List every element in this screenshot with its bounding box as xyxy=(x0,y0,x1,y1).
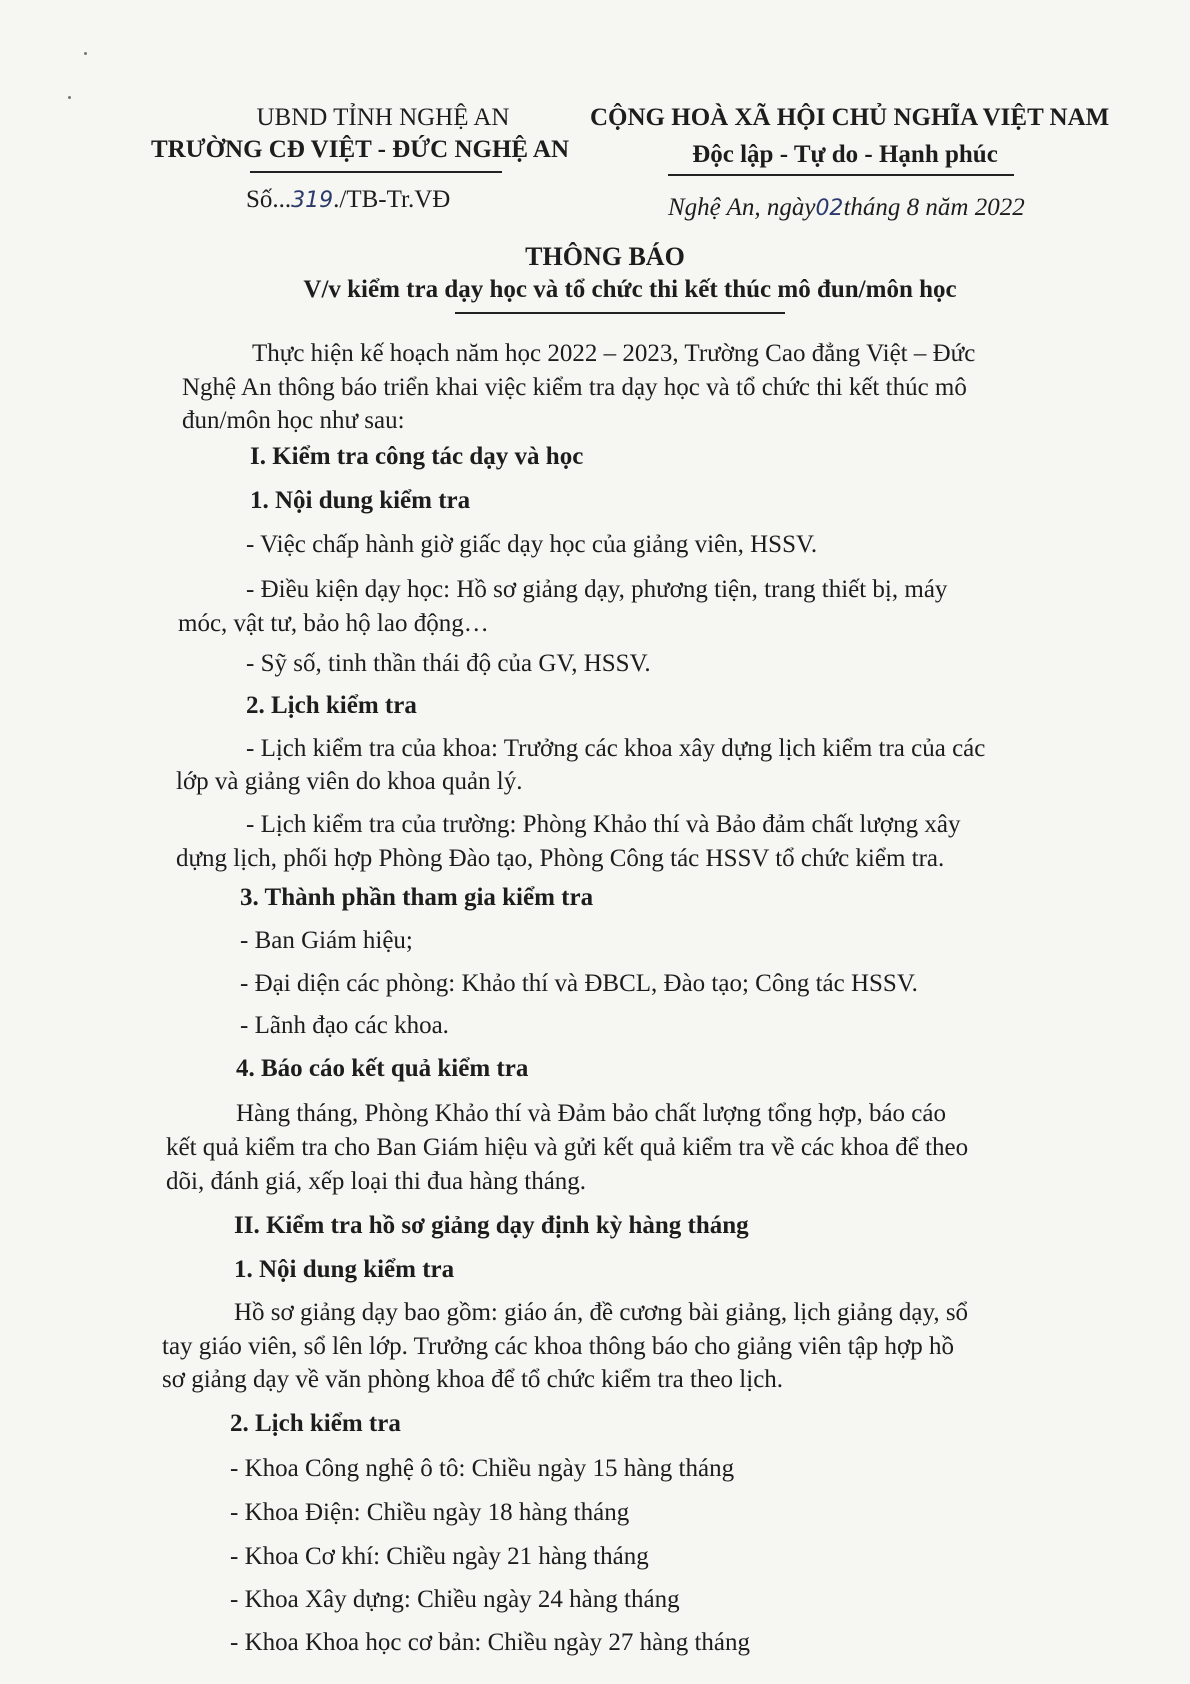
date-day-handwritten: 02 xyxy=(815,196,844,221)
section-1-sub3-item-3: - Lãnh đạo các khoa. xyxy=(240,1012,449,1039)
section-1-sub1-item-2-line-1: - Điều kiện dạy học: Hồ sơ giảng dạy, phương tiện, trang thiết bị, máy xyxy=(246,576,948,603)
document-subtitle: V/v kiểm tra dạy học và tổ chức thi kết thúc mô đun/môn học xyxy=(303,276,957,303)
section-1-sub2-heading: 2. Lịch kiểm tra xyxy=(246,692,417,719)
section-1-sub3-heading: 3. Thành phần tham gia kiểm tra xyxy=(240,884,594,911)
section-2-heading: II. Kiểm tra hồ sơ giảng dạy định kỳ hàng tháng xyxy=(234,1212,749,1239)
section-1-sub1-item-3: - Sỹ số, tinh thần thái độ của GV, HSSV. xyxy=(246,650,651,677)
subtitle-underline xyxy=(455,312,785,314)
header-school: TRƯỜNG CĐ VIỆT - ĐỨC NGHỆ AN xyxy=(150,136,570,163)
intro-line-3: đun/môn học như sau: xyxy=(182,407,405,434)
doc-number-suffix: ./TB-Tr.VĐ xyxy=(333,186,451,213)
section-1-sub3-item-2: - Đại diện các phòng: Khảo thí và ĐBCL, Đào tạo; Công tác HSSV. xyxy=(240,970,918,997)
section-2-sub1-line-2: tay giáo viên, sổ lên lớp. Trưởng các khoa thông báo cho giảng viên tập hợp hồ xyxy=(162,1333,954,1360)
doc-number-prefix: Số... xyxy=(246,186,292,213)
schedule-item: - Khoa Xây dựng: Chiều ngày 24 hàng tháng xyxy=(230,1586,680,1613)
section-1-sub2-item-1-line-1: - Lịch kiểm tra của khoa: Trưởng các khoa xây dựng lịch kiểm tra của các xyxy=(246,735,986,762)
intro-line-1: Thực hiện kế hoạch năm học 2022 – 2023, Trường Cao đẳng Việt – Đức xyxy=(252,340,976,367)
doc-date xyxy=(668,194,1025,222)
schedule-item: - Khoa Điện: Chiều ngày 18 hàng tháng xyxy=(230,1499,630,1526)
section-1-sub4-line-1: Hàng tháng, Phòng Khảo thí và Đảm bảo chất lượng tổng hợp, báo cáo xyxy=(236,1100,946,1127)
header-left-underline xyxy=(250,171,502,173)
section-1-sub4-heading: 4. Báo cáo kết quả kiểm tra xyxy=(236,1055,529,1082)
schedule-item: - Khoa Công nghệ ô tô: Chiều ngày 15 hàng tháng xyxy=(230,1455,735,1482)
section-1-sub2-item-2-line-2: dựng lịch, phối hợp Phòng Đào tạo, Phòng Công tác HSSV tổ chức kiểm tra. xyxy=(176,845,945,872)
schedule-item: - Khoa Khoa học cơ bản: Chiều ngày 27 hàng tháng xyxy=(230,1629,751,1656)
scan-speck xyxy=(68,96,71,99)
section-1-sub1-item-1: - Việc chấp hành giờ giấc dạy học của giảng viên, HSSV. xyxy=(246,531,818,558)
section-1-sub1-item-2-line-2: móc, vật tư, bảo hộ lao động… xyxy=(178,610,489,637)
doc-number-handwritten: 319 xyxy=(291,188,334,213)
section-1-heading: I. Kiểm tra công tác dạy và học xyxy=(250,443,584,470)
section-1-sub3-item-1: - Ban Giám hiệu; xyxy=(240,927,413,954)
section-2-sub1-line-3: sơ giảng dạy về văn phòng khoa để tổ chức kiểm tra theo lịch. xyxy=(162,1366,784,1393)
section-2-sub2-heading: 2. Lịch kiểm tra xyxy=(230,1410,401,1437)
section-1-sub1-heading: 1. Nội dung kiểm tra xyxy=(250,487,471,514)
intro-line-2: Nghệ An thông báo triển khai việc kiểm tra dạy học và tổ chức thi kết thúc mô xyxy=(182,374,967,401)
date-suffix: tháng 8 năm 2022 xyxy=(843,194,1025,221)
scan-speck xyxy=(84,52,87,55)
section-2-sub1-line-1: Hồ sơ giảng dạy bao gồm: giáo án, đề cương bài giảng, lịch giảng dạy, sổ xyxy=(234,1299,969,1326)
schedule-item: - Khoa Cơ khí: Chiều ngày 21 hàng tháng xyxy=(230,1543,649,1570)
header-agency: UBND TỈNH NGHỆ AN xyxy=(256,104,510,131)
document-title: THÔNG BÁO xyxy=(525,242,685,271)
date-prefix: Nghệ An, ngày xyxy=(668,194,816,221)
header-motto: Độc lập - Tự do - Hạnh phúc xyxy=(692,141,998,168)
section-2-sub1-heading: 1. Nội dung kiểm tra xyxy=(234,1256,455,1283)
header-country: CỘNG HOÀ XÃ HỘI CHỦ NGHĨA VIỆT NAM xyxy=(590,104,1110,131)
section-1-sub4-line-3: dõi, đánh giá, xếp loại thi đua hàng tháng. xyxy=(166,1168,587,1195)
section-1-sub4-line-2: kết quả kiểm tra cho Ban Giám hiệu và gửi kết quả kiểm tra về các khoa để theo xyxy=(166,1134,969,1161)
section-1-sub2-item-1-line-2: lớp và giảng viên do khoa quản lý. xyxy=(176,768,523,795)
header-right-underline xyxy=(668,174,1014,176)
section-1-sub2-item-2-line-1: - Lịch kiểm tra của trường: Phòng Khảo thí và Bảo đảm chất lượng xây xyxy=(246,811,961,838)
doc-number xyxy=(246,186,450,214)
